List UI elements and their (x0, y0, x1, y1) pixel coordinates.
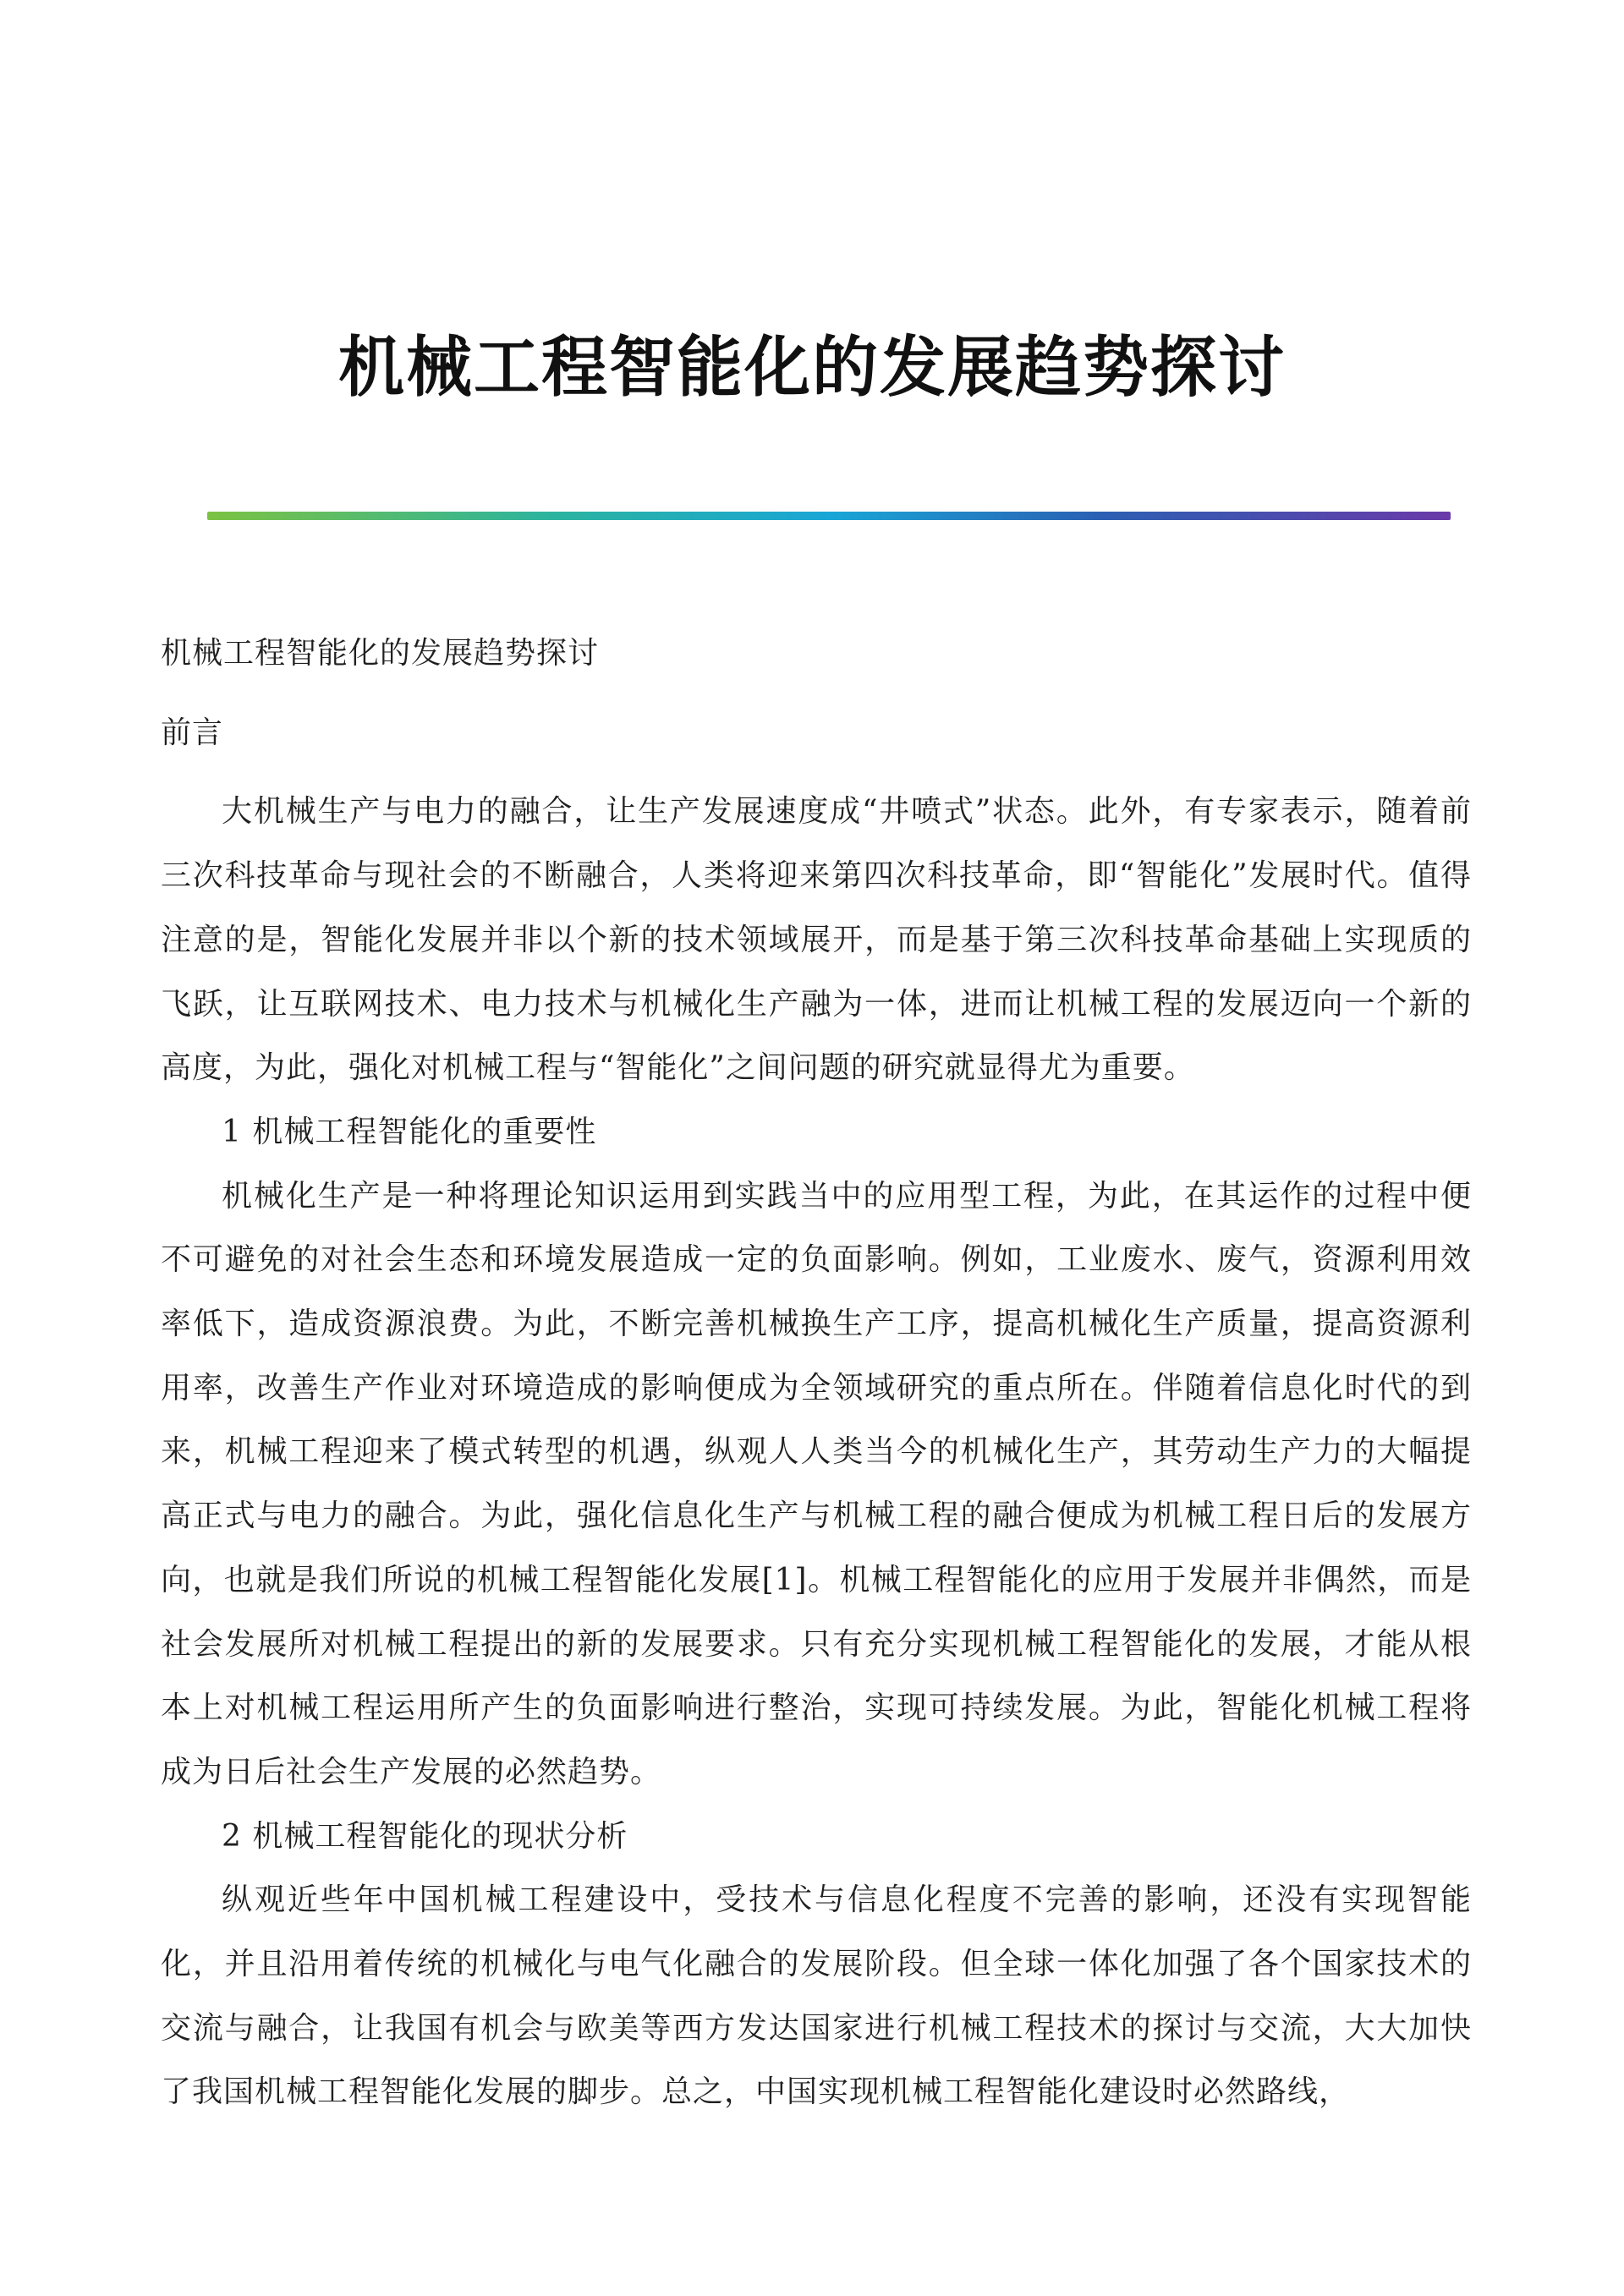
paragraph-intro: 大机械生产与电力的融合，让生产发展速度成“井喷式”状态。此外，有专家表示，随着前三次科技革命与现社会的不断融合，人类将迎来第四次科技革命，即“智能化”发展时代。值得注意的是，智能化发展并非以个新的技术领域展开，而是基于第三次科技革命基础上实现质的飞跃，让互联网技术、电力技术与机械化生产融为一体，进而让机械工程的发展迈向一个新的高度，为此，强化对机械工程与“智能化”之间问题的研究就显得尤为重要。 (161, 794, 1472, 1086)
paragraph-status: 纵观近些年中国机械工程建设中，受技术与信息化程度不完善的影响，还没有实现智能化，并且沿用着传统的机械化与电气化融合的发展阶段。但全球一体化加强了各个国家技术的交流与融合，让我国有机会与欧美等西方发达国家进行机械工程技术的探讨与交流，大大加快了我国机械工程智能化发展的脚步。总之，中国实现机械工程智能化建设时必然路线， (161, 1882, 1472, 2110)
section-heading-1: 1 机械工程智能化的重要性 (222, 1114, 597, 1149)
section-heading-2: 2 机械工程智能化的现状分析 (222, 1818, 628, 1854)
title-gradient-rule (207, 512, 1451, 520)
preface-label: 前言 (161, 715, 224, 750)
document-body (161, 622, 1472, 2124)
subtitle-line: 机械工程智能化的发展趋势探讨 (161, 636, 600, 671)
paragraph-importance: 机械化生产是一种将理论知识运用到实践当中的应用型工程，为此，在其运作的过程中便不可避免的对社会生态和环境发展造成一定的负面影响。例如，工业废水、废气，资源利用效率低下，造成资源浪费。为此，不断完善机械换生产工序，提高机械化生产质量，提高资源利用率，改善生产作业对环境造成的影响便成为全领域研究的重点所在。伴随着信息化时代的到来，机械工程迎来了模式转型的机遇，纵观人人类当今的机械化生产，其劳动生产力的大幅提高正式与电力的融合。为此，强化信息化生产与机械工程的融合便成为机械工程日后的发展方向，也就是我们所说的机械工程智能化发展[1]。机械工程智能化的应用于发展并非偶然，而是社会发展所对机械工程提出的新的发展要求。只有充分实现机械工程智能化的发展，才能从根本上对机械工程运用所产生的负面影响进行整治，实现可持续发展。为此，智能化机械工程将成为日后社会生产发展的必然趋势。 (161, 1178, 1472, 1789)
document-title: 机械工程智能化的发展趋势探讨 (337, 330, 1286, 406)
